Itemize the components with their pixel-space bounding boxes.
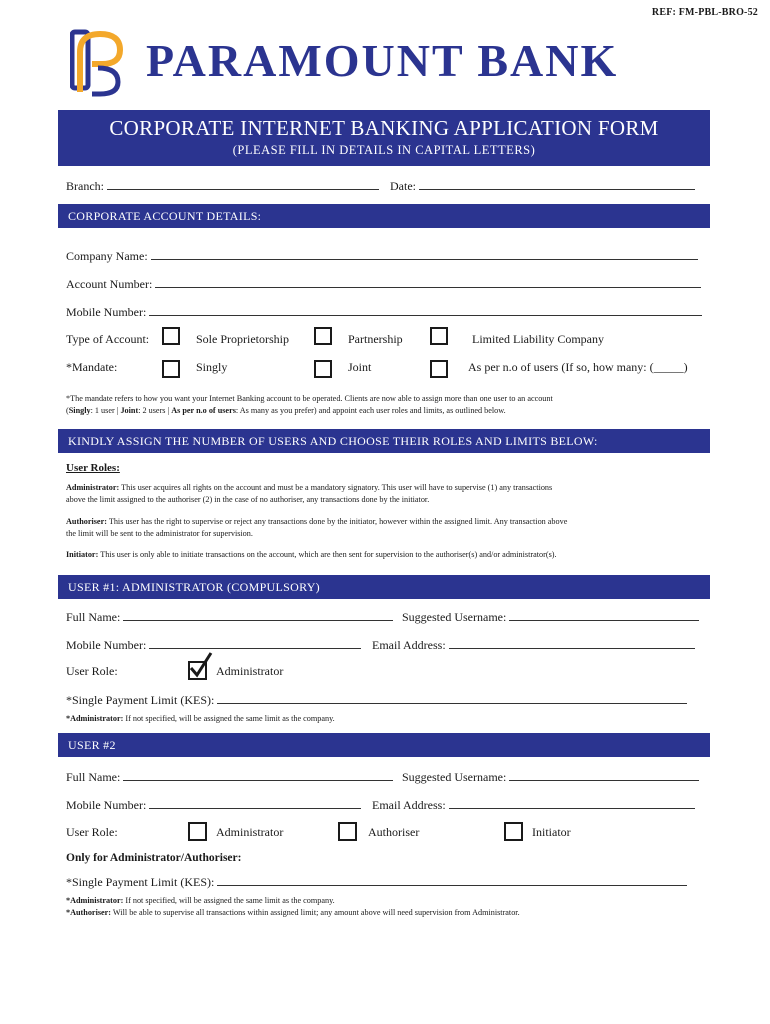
user2-administrator-checkbox[interactable] <box>188 822 207 841</box>
authoriser-role-description: Authoriser: This user has the right to supervise or reject any transactions done by the initiator, however within the assigned limit. Any transaction above the limit will be sent to the administrator for supervision. <box>66 517 568 538</box>
form-title-band <box>58 110 710 166</box>
user2-administrator-label: Administrator <box>216 825 284 839</box>
user-roles-subheading: User Roles: <box>66 462 120 474</box>
singly-checkbox[interactable] <box>162 360 180 378</box>
account-number-line[interactable] <box>155 276 701 288</box>
user2-username-field[interactable] <box>402 769 699 785</box>
user2-email-label: Email Address: <box>372 798 446 812</box>
account-number-field[interactable] <box>66 276 701 292</box>
paramount-logo-icon <box>70 28 130 98</box>
user2-limit-notes <box>66 895 708 918</box>
user1-full-name-field[interactable] <box>66 609 393 625</box>
user1-username-line[interactable] <box>509 609 699 621</box>
mandate-note-line-2: (Singly: 1 user | Joint: 2 users | As per n.o of users: As many as you prefer) and appoint each user roles and limits, as outlined below. <box>66 405 506 415</box>
company-name-label: Company Name: <box>66 249 148 263</box>
administrator-role-description: Administrator: This user acquires all rights on the account and must be a mandatory signatory. This user will have to supervise (1) any transactions above the limit assigned to the authoriser (2) in the case of no authoriser, any transactions done by the initiator. <box>66 483 553 504</box>
user1-mobile-label: Mobile Number: <box>66 638 147 652</box>
sole-proprietorship-checkbox[interactable] <box>162 327 180 345</box>
branch-label: Branch: <box>66 179 104 193</box>
company-name-line[interactable] <box>151 248 698 260</box>
user2-admin-note: *Administrator: If not specified, will be assigned the same limit as the company. <box>66 896 335 905</box>
mobile-number-line[interactable] <box>149 304 702 316</box>
user1-administrator-label: Administrator <box>216 664 284 678</box>
user2-full-name-field[interactable] <box>66 769 393 785</box>
user2-limit-field[interactable] <box>66 874 687 890</box>
section-corporate-header: CORPORATE ACCOUNT DETAILS: <box>58 204 710 228</box>
form-title: CORPORATE INTERNET BANKING APPLICATION FORM <box>109 116 659 140</box>
branch-field[interactable] <box>66 178 379 194</box>
section-roles-header: KINDLY ASSIGN THE NUMBER OF USERS AND CHOOSE THEIR ROLES AND LIMITS BELOW: <box>58 429 710 453</box>
user1-limit-note: *Administrator: If not specified, will be assigned the same limit as the company. <box>66 714 335 723</box>
section-user1-header: USER #1: ADMINISTRATOR (COMPULSORY) <box>58 575 710 599</box>
user2-username-label: Suggested Username: <box>402 770 507 784</box>
user2-limit-label: *Single Payment Limit (KES): <box>66 875 215 889</box>
user1-role-label: User Role: <box>66 664 118 678</box>
limited-liability-label: Limited Liability Company <box>472 332 604 346</box>
partnership-label: Partnership <box>348 332 403 346</box>
bank-name: PARAMOUNT BANK <box>146 35 619 86</box>
form-subtitle: (PLEASE FILL IN DETAILS IN CAPITAL LETTERS) <box>232 143 536 157</box>
user1-limit-label: *Single Payment Limit (KES): <box>66 693 215 707</box>
mandate-label: *Mandate: <box>66 360 118 374</box>
checkmark-icon <box>186 650 214 680</box>
user2-authoriser-label: Authoriser <box>368 825 420 839</box>
user2-mobile-label: Mobile Number: <box>66 798 147 812</box>
user1-email-field[interactable] <box>372 637 695 653</box>
user1-limit-field[interactable] <box>66 692 687 708</box>
date-label: Date: <box>390 179 416 193</box>
singly-label: Singly <box>196 360 228 374</box>
account-number-label: Account Number: <box>66 277 153 291</box>
user1-full-name-label: Full Name: <box>66 610 121 624</box>
mandate-note-line-1: *The mandate refers to how you want your Internet Banking account to be operated. Clients are now able to assign more than one user to an account <box>66 394 553 403</box>
section-user2-header: USER #2 <box>58 733 710 757</box>
company-name-field[interactable] <box>66 248 698 264</box>
initiator-role-description: Initiator: This user is only able to initiate transactions on the account, which are then sent for supervision to the authoriser(s) and/or administrator(s). <box>66 550 557 559</box>
user1-full-name-line[interactable] <box>123 609 393 621</box>
user2-username-line[interactable] <box>509 769 699 781</box>
date-field[interactable] <box>390 178 695 194</box>
sole-proprietorship-label: Sole Proprietorship <box>196 332 289 346</box>
user2-only-for-label: Only for Administrator/Authoriser: <box>66 852 242 864</box>
user2-mobile-field[interactable] <box>66 797 361 813</box>
limited-liability-checkbox[interactable] <box>430 327 448 345</box>
form-reference: REF: FM-PBL-BRO-52 <box>651 7 758 18</box>
user1-username-label: Suggested Username: <box>402 610 507 624</box>
user2-authoriser-note: *Authoriser: Will be able to supervise all transactions within assigned limit; any amount above will need supervision from Administrator. <box>66 907 520 917</box>
user2-mobile-line[interactable] <box>149 797 361 809</box>
joint-label: Joint <box>348 360 372 374</box>
user2-authoriser-checkbox[interactable] <box>338 822 357 841</box>
user1-limit-line[interactable] <box>217 692 687 704</box>
user2-full-name-label: Full Name: <box>66 770 121 784</box>
user2-initiator-checkbox[interactable] <box>504 822 523 841</box>
mobile-number-field[interactable] <box>66 304 702 320</box>
user2-full-name-line[interactable] <box>123 769 393 781</box>
user2-role-label: User Role: <box>66 825 118 839</box>
user1-mobile-line[interactable] <box>149 637 361 649</box>
as-per-users-label: As per n.o of users (If so, how many: (_____) <box>468 360 688 374</box>
user2-initiator-label: Initiator <box>532 825 571 839</box>
branch-input-line[interactable] <box>107 178 379 190</box>
joint-checkbox[interactable] <box>314 360 332 378</box>
user2-email-field[interactable] <box>372 797 695 813</box>
user2-email-line[interactable] <box>449 797 695 809</box>
user1-username-field[interactable] <box>402 609 699 625</box>
user1-email-line[interactable] <box>449 637 695 649</box>
mandate-note <box>66 393 708 416</box>
mobile-number-label: Mobile Number: <box>66 305 147 319</box>
date-input-line[interactable] <box>419 178 695 190</box>
as-per-users-checkbox[interactable] <box>430 360 448 378</box>
user2-limit-line[interactable] <box>217 874 687 886</box>
user1-email-label: Email Address: <box>372 638 446 652</box>
partnership-checkbox[interactable] <box>314 327 332 345</box>
type-of-account-label: Type of Account: <box>66 332 150 346</box>
